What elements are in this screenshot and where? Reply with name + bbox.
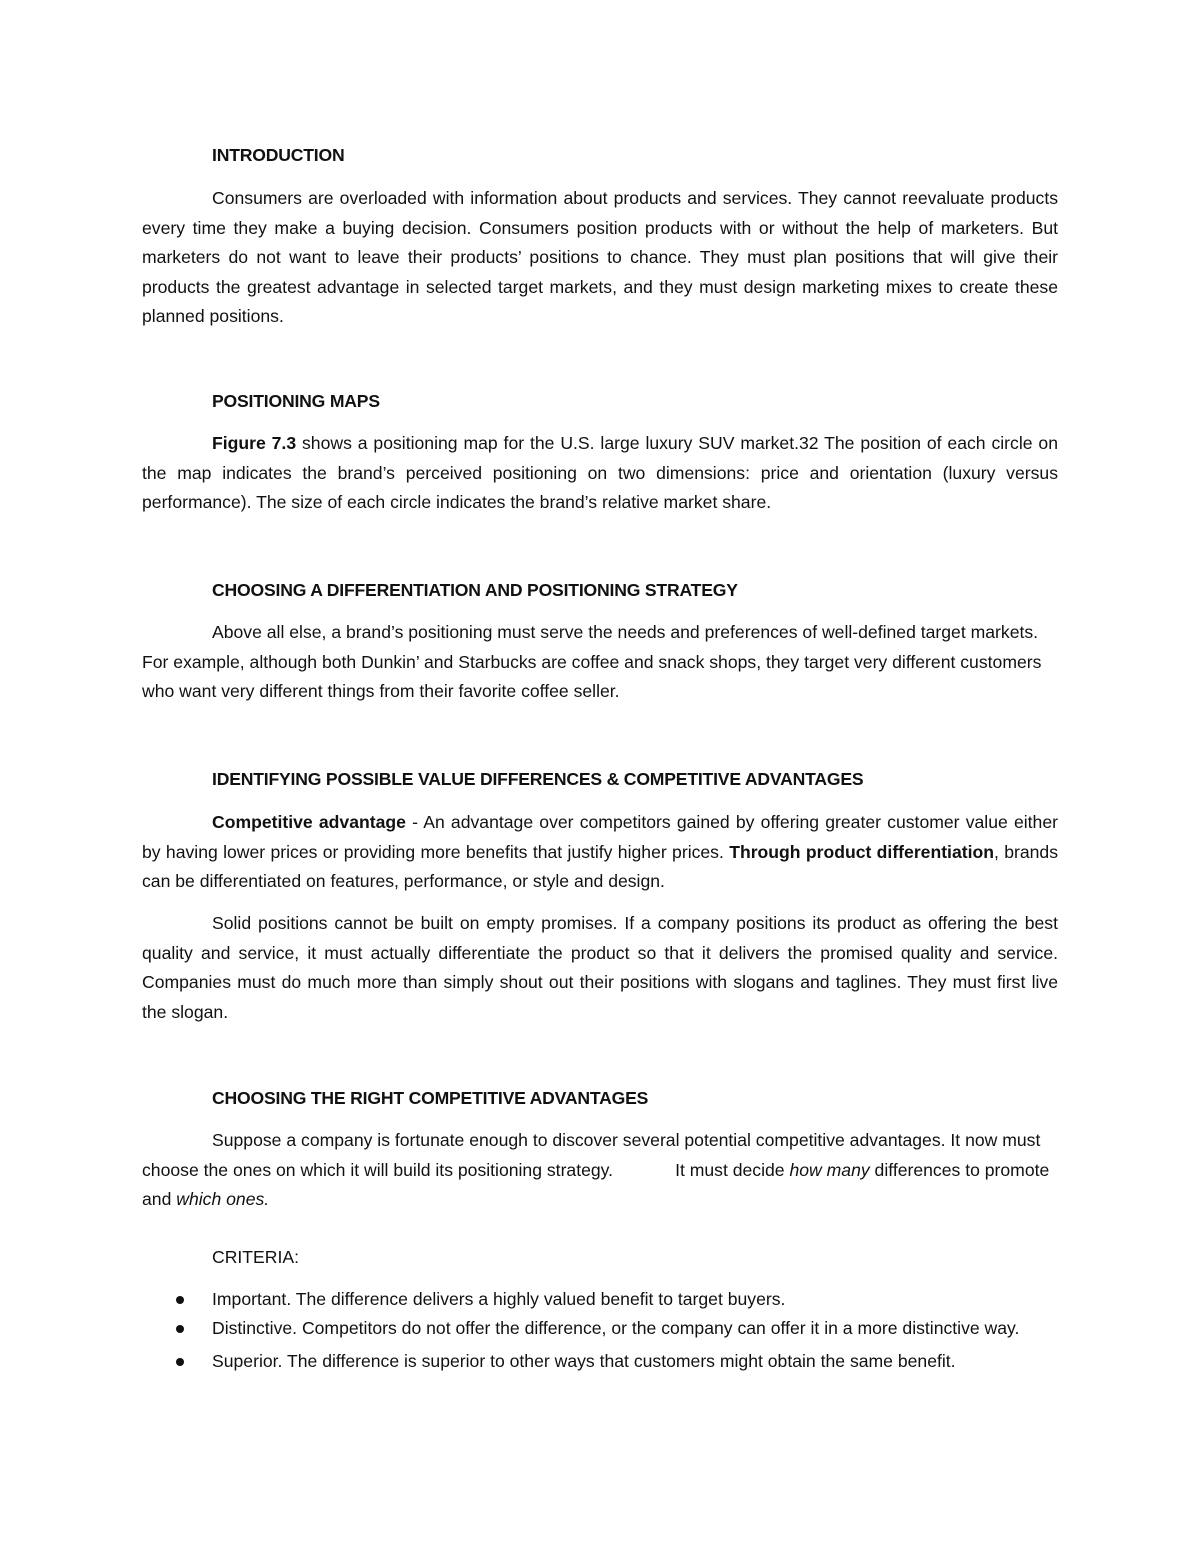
paragraph-introduction: Consumers are overloaded with information about products and services. They cannot reevaluate products every time they make a buying decision. Consumers position products with or without the help of marketers. But marketers do not want to leave their products’ positions to chance. They must plan positions that will give their products the greatest advantage in selected target markets, and they must design marketing mixes to create these planned positions. — [142, 188, 1058, 326]
bullet-icon — [176, 1325, 184, 1333]
heading-introduction: INTRODUCTION — [212, 145, 345, 165]
right-advantages-text-a: Suppose a company is fortunate enough to discover several potential competitive advantages. It now must choose the ones on which it will build its positioning strategy. — [142, 1130, 1041, 1180]
bullet-icon — [176, 1296, 184, 1304]
paragraph-solid-positions: Solid positions cannot be built on empty promises. If a company positions its product as offering the best quality and service, it must actually differentiate the product so that it delivers the promised quality and service. Companies must do much more than simply shout out their positions with slogans and taglines. They must first live the slogan. — [142, 913, 1058, 1022]
paragraph-choosing-strategy: Above all else, a brand’s positioning must serve the needs and preferences of well-defined target markets. For example, although both Dunkin’ and Starbucks are coffee and snack shops, they target very different customers who want very different things from their favorite coffee seller. — [142, 622, 1042, 701]
differentiation-text: , brands can be differentiated on features, performance, or style and design. — [142, 841, 1058, 891]
bullet-icon — [176, 1358, 184, 1366]
criteria-important: Important. The difference delivers a highly valued benefit to target buyers. — [212, 1289, 786, 1309]
heading-identifying-differences: IDENTIFYING POSSIBLE VALUE DIFFERENCES & COMPETITIVE ADVANTAGES — [212, 769, 864, 789]
right-advantages-text-c: differences to promote and — [142, 1159, 1050, 1209]
positioning-maps-text: shows a positioning map for the U.S. large luxury SUV market.32 The position of each circle on the map indicates the brand’s perceived positioning on two dimensions: price and orientation (luxury versus performance). The size of each circle indicates the brand’s relative market share. — [142, 433, 1058, 512]
term-product-differentiation: Through product differentiation — [729, 841, 994, 862]
heading-positioning-maps: POSITIONING MAPS — [212, 391, 380, 411]
heading-choosing-strategy: CHOOSING A DIFFERENTIATION AND POSITIONING STRATEGY — [212, 580, 738, 600]
italic-which-ones: which ones. — [176, 1189, 270, 1209]
heading-right-advantages: CHOOSING THE RIGHT COMPETITIVE ADVANTAGES — [212, 1088, 649, 1108]
right-advantages-text-b: It must decide — [675, 1159, 790, 1180]
list-item — [142, 1347, 1058, 1376]
criteria-label: CRITERIA: — [212, 1247, 299, 1267]
criteria-list — [142, 1285, 1058, 1376]
figure-reference: Figure 7.3 — [212, 433, 297, 453]
list-item — [142, 1314, 1058, 1343]
criteria-distinctive: Distinctive. Competitors do not offer the difference, or the company can offer it in a more distinctive way. — [212, 1318, 1020, 1338]
criteria-superior: Superior. The difference is superior to other ways that customers might obtain the same benefit. — [212, 1351, 956, 1371]
paragraph-competitive-advantage — [142, 808, 1058, 897]
paragraph-positioning-maps — [142, 429, 1058, 518]
paragraph-right-advantages — [142, 1126, 1058, 1215]
definition-text: - An advantage over competitors gained by offering greater customer value either by having lower prices or providing more benefits that justify higher prices. — [142, 812, 1058, 862]
term-competitive-advantage: Competitive advantage — [212, 812, 406, 832]
italic-how-many: how many — [789, 1159, 870, 1180]
list-item — [142, 1285, 1058, 1314]
